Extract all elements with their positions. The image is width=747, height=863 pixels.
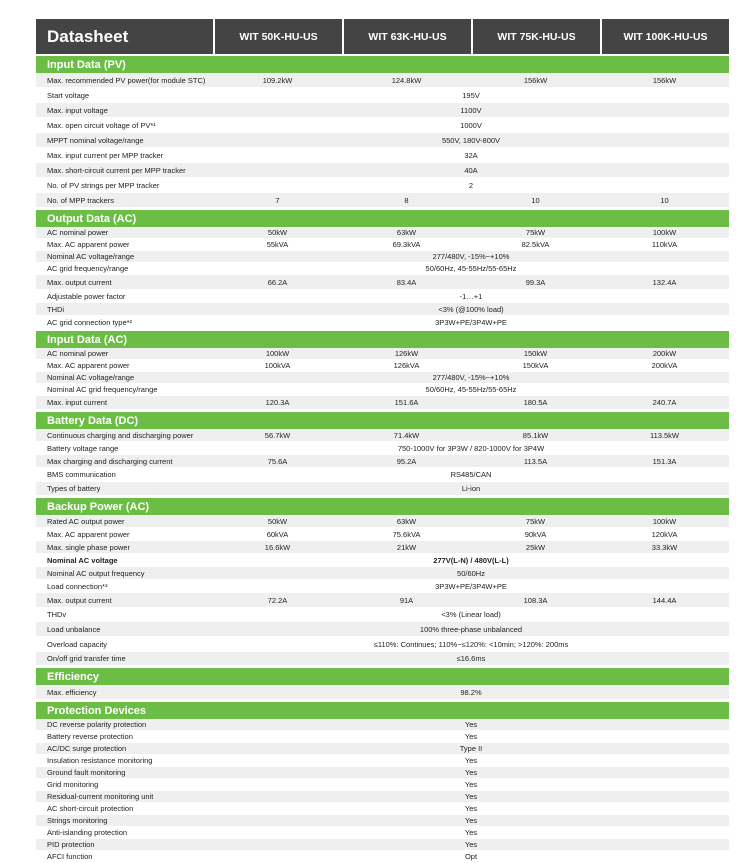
row-value-span: Type II [459,744,483,753]
section-title: Battery Data (DC) [36,412,729,429]
row-value-span: Yes [464,756,478,765]
row-value: 124.8kW [391,75,422,85]
row-label: Max. AC apparent power [47,529,130,539]
table-row [36,348,729,360]
table-row [36,263,729,275]
row-value-span: -1…+1 [459,291,483,301]
row-value-span: 1100V [460,105,482,115]
table-row [36,468,729,482]
table-row [36,118,729,133]
row-value: 83.4A [396,277,417,287]
row-value: 240.7A [652,398,677,407]
row-value: 126kVA [393,361,420,370]
section [36,668,729,700]
row-value-span: Yes [464,780,478,789]
table-row [36,554,729,567]
row-value: 10 [531,195,540,205]
row-label: Insulation resistance monitoring [47,756,153,765]
row-value: 75.6A [267,456,288,466]
row-value: 180.5A [523,398,548,407]
row-label: MPPT nominal voltage/range [47,135,144,145]
table-row [36,719,729,731]
row-value-span: 50/60Hz [457,568,485,578]
row-value: 91A [399,595,414,605]
row-value: 100kW [652,228,677,237]
row-value: 108.3A [523,595,548,605]
row-value-span: 32A [464,150,478,160]
row-label: Battery voltage range [47,443,119,453]
row-label: AC nominal power [47,349,109,358]
row-value: 16.6kW [264,542,291,552]
row-value-span: Yes [464,720,478,729]
row-value-span: 277V(L-N) / 480V(L-L) [433,555,509,565]
section-title: Protection Devices [36,702,729,719]
row-value: 55kVA [266,240,289,249]
row-value-span: 277/480V, -15%~+10% [432,373,510,382]
row-label: AC short-circuit protection [47,804,134,813]
row-value: 150kVA [522,361,549,370]
table-row [36,429,729,442]
row-value: 90kVA [524,529,547,539]
row-value-span: 3P3W+PE/3P4W+PE [435,317,507,327]
sections-container [36,56,729,863]
row-label: AFCI function [47,852,93,861]
row-value-span: 98.2% [460,687,482,697]
row-value: 75.6kVA [392,529,421,539]
table-row [36,652,729,666]
table-row [36,637,729,652]
row-value: 8 [404,195,409,205]
table-row [36,148,729,163]
row-label: Nominal AC voltage/range [47,373,135,382]
row-value: 151.6A [394,398,419,407]
row-value: 100kW [265,349,290,358]
row-label: Max. open circuit voltage of PV*¹ [47,120,156,130]
row-label: PID protection [47,840,95,849]
model-header-100k: WIT 100K-HU-US [602,19,729,54]
row-value: 110kVA [651,240,678,249]
row-value-span: 195V [462,90,480,100]
section [36,331,729,410]
row-label: Max. input voltage [47,105,108,115]
row-value: 144.4A [652,595,677,605]
row-label: Max. input current per MPP tracker [47,150,164,160]
row-value: 132.4A [652,277,677,287]
table-row [36,193,729,208]
section [36,412,729,496]
row-label: Continuous charging and discharging power [47,430,194,440]
row-label: Nominal AC output frequency [47,568,145,578]
row-value-span: Opt [464,852,478,861]
row-value: 99.3A [525,277,546,287]
row-value-span: 3P3W+PE/3P4W+PE [435,581,507,591]
row-value: 63kW [396,228,417,237]
table-row [36,528,729,541]
table-row [36,685,729,700]
row-label: Max. short-circuit current per MPP tracker [47,165,186,175]
row-value: 120kVA [651,529,678,539]
table-row [36,442,729,455]
row-value-span: Yes [464,804,478,813]
row-label: Overload capacity [47,639,108,649]
table-row [36,827,729,839]
row-value: 150kW [523,349,548,358]
row-value: 126kW [394,349,419,358]
table-row [36,839,729,851]
table-row [36,731,729,743]
table-row [36,541,729,554]
row-value-span: ≤110%: Continues; 110%~≤120%: <10min; >120%: 200ms [373,639,569,649]
row-label: Start voltage [47,90,90,100]
table-header [36,19,729,54]
row-value: 21kW [396,542,417,552]
row-label: Max. output current [47,595,112,605]
row-value-span: <3% (@100% load) [438,304,504,314]
row-value-span: ≤16.6ms [456,654,486,663]
row-value-span: Li-ion [461,484,481,493]
row-value-span: 50/60Hz, 45-55Hz/55-65Hz [425,264,517,273]
row-value: 82.5kVA [521,240,550,249]
table-row [36,396,729,410]
row-label: Rated AC output power [47,516,125,526]
table-row [36,622,729,637]
row-value-span: Yes [464,768,478,777]
row-value: 75kW [525,516,546,526]
table-row [36,815,729,827]
row-value: 69.3kVA [392,240,421,249]
row-label: Max. output current [47,277,112,287]
row-value-span: 277/480V, -15%~+10% [432,252,510,261]
row-value: 113.5kW [649,430,680,440]
section-title: Input Data (PV) [36,56,729,73]
row-label: Residual-current monitoring unit [47,792,154,801]
page-title: Datasheet [36,19,213,54]
row-value: 56.7kW [264,430,291,440]
row-value: 71.4kW [393,430,420,440]
row-label: On/off grid transfer time [47,654,126,663]
row-label: Max. recommended PV power(for module STC) [47,75,206,85]
table-row [36,133,729,148]
row-label: Nominal AC voltage [47,555,118,565]
row-value-span: 2 [468,180,474,190]
table-row [36,73,729,88]
table-row [36,316,729,329]
section-title: Backup Power (AC) [36,498,729,515]
row-value: 200kVA [651,361,678,370]
table-row [36,290,729,303]
row-label: Nominal AC grid frequency/range [47,385,158,394]
model-header-63k: WIT 63K-HU-US [344,19,471,54]
row-label: Grid monitoring [47,780,99,789]
row-value: 100kVA [264,361,291,370]
row-value-span: Yes [464,828,478,837]
table-row [36,791,729,803]
table-row [36,227,729,239]
row-value: 66.2A [267,277,288,287]
table-row [36,755,729,767]
row-label: Ground fault monitoring [47,768,126,777]
row-label: Max. input current [47,398,108,407]
model-header-50k: WIT 50K-HU-US [215,19,342,54]
table-row [36,275,729,290]
row-value-span: 1000V [460,120,482,130]
row-value: 75kW [525,228,546,237]
row-label: Strings monitoring [47,816,108,825]
row-value: 72.2A [267,595,288,605]
row-label: No. of MPP trackers [47,195,114,205]
row-label: Max. AC apparent power [47,240,130,249]
section [36,56,729,208]
row-label: AC/DC surge protection [47,744,127,753]
table-row [36,303,729,316]
row-value: 100kW [652,516,677,526]
row-label: DC reverse polarity protection [47,720,147,729]
row-label: Adjustable power factor [47,291,126,301]
section [36,702,729,863]
row-value: 85.1kW [522,430,549,440]
table-row [36,103,729,118]
row-value: 25kW [525,542,546,552]
row-value: 60kVA [266,529,289,539]
row-label: THDv [47,610,67,619]
model-header-75k: WIT 75K-HU-US [473,19,600,54]
row-value: 50kW [267,228,288,237]
row-value-span: 100% three-phase unbalanced [419,624,523,634]
table-row [36,515,729,528]
row-label: THDi [47,304,65,314]
row-label: Anti-islanding protection [47,828,128,837]
table-row [36,851,729,863]
row-label: Nominal AC voltage/range [47,252,135,261]
row-label: Max. efficiency [47,687,97,697]
table-row [36,567,729,580]
row-label: No. of PV strings per MPP tracker [47,180,160,190]
table-row [36,580,729,593]
section [36,210,729,329]
row-value: 10 [660,195,669,205]
row-value-span: Yes [464,732,478,741]
datasheet-table [36,19,729,863]
row-value: 156kW [523,75,548,85]
table-row [36,178,729,193]
row-value: 120.3A [265,398,290,407]
row-value: 109.2kW [262,75,293,85]
row-value-span: <3% (Linear load) [441,610,501,619]
row-value-span: Yes [464,816,478,825]
table-row [36,608,729,622]
row-value-span: Yes [464,792,478,801]
row-value: 95.2A [396,456,417,466]
row-label: Battery reverse protection [47,732,133,741]
row-value: 7 [275,195,280,205]
table-row [36,251,729,263]
row-value-span: 50/60Hz, 45-55Hz/55-65Hz [425,385,517,394]
table-row [36,88,729,103]
table-row [36,239,729,251]
row-value: 113.5A [523,456,548,466]
table-row [36,384,729,396]
row-label: AC grid connection type*² [47,317,133,327]
table-row [36,743,729,755]
table-row [36,767,729,779]
row-label: Max. AC apparent power [47,361,130,370]
row-value: 50kW [267,516,288,526]
row-label: Max charging and discharging current [47,456,173,466]
row-label: Types of battery [47,484,101,493]
row-value-span: RS485/CAN [450,470,492,479]
section-title: Input Data (AC) [36,331,729,348]
section [36,498,729,666]
table-row [36,455,729,468]
row-value-span: Yes [464,840,478,849]
row-value: 151.3A [652,456,677,466]
table-row [36,163,729,178]
table-row [36,803,729,815]
table-row [36,482,729,496]
row-label: Load connection*³ [47,581,108,591]
row-value: 63kW [396,516,417,526]
row-value-span: 40A [464,165,478,175]
table-row [36,372,729,384]
row-label: Load unbalance [47,624,101,634]
table-row [36,593,729,608]
table-row [36,360,729,372]
section-title: Output Data (AC) [36,210,729,227]
row-value: 33.3kW [651,542,678,552]
row-value-span: 550V, 180V-800V [441,135,501,145]
table-row [36,779,729,791]
row-label: Max. single phase power [47,542,130,552]
row-value-span: 750-1000V for 3P3W / 820-1000V for 3P4W [397,443,545,453]
row-value: 200kW [652,349,677,358]
row-label: BMS communication [47,470,116,479]
row-label: AC grid frequency/range [47,264,129,273]
row-value: 156kW [652,75,677,85]
section-title: Efficiency [36,668,729,685]
row-label: AC nominal power [47,228,109,237]
